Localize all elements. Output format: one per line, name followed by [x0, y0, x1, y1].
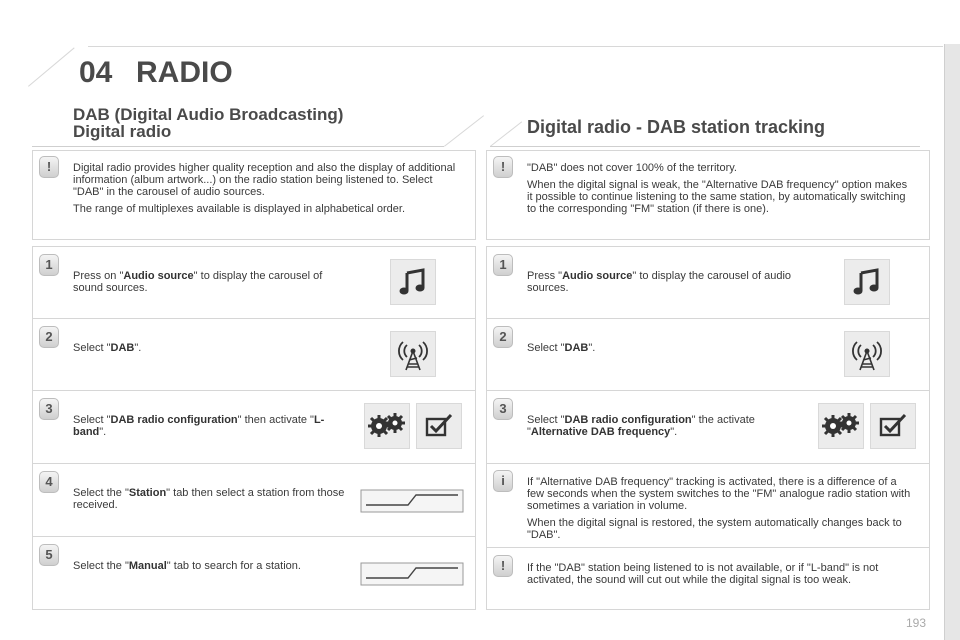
step-number-icon: 1	[493, 254, 513, 276]
settings-gears-icon	[364, 403, 410, 449]
step-text: Select "DAB radio configuration" the activate "Alternative DAB frequency".	[527, 414, 755, 438]
right-note-text	[527, 476, 912, 541]
right-note-text	[527, 562, 912, 586]
step-divider	[32, 390, 476, 391]
step-divider	[486, 390, 930, 391]
step-text: Select the "Station" tab then select a station from those received.	[73, 487, 345, 511]
checkbox-icon	[870, 403, 916, 449]
chapter-number: 04	[79, 56, 113, 89]
left-section-title: DAB (Digital Audio Broadcasting) Digital radio	[73, 105, 344, 141]
right-intro-text	[527, 162, 912, 215]
right-intro-paragraph: When the digital signal is weak, the "Alternative DAB frequency" option makes it possible to continue listening to the same station, by automatically switching to the corresponding "FM" station (if there is one).	[527, 179, 908, 215]
left-title-diagonal	[444, 115, 484, 147]
tab-icon	[360, 488, 464, 519]
header-diagonal-line	[88, 46, 943, 47]
step-text: Press on "Audio source" to display the carousel of sound sources.	[73, 270, 323, 294]
warning-icon: !	[493, 156, 513, 178]
tab-icon	[360, 561, 464, 592]
settings-gears-icon	[818, 403, 864, 449]
step-divider	[32, 318, 476, 319]
right-title-diagonal	[490, 121, 522, 146]
music-note-icon	[844, 259, 890, 305]
left-intro-text	[73, 162, 458, 215]
warning-icon: !	[493, 555, 513, 577]
left-intro-paragraph: The range of multiplexes available is displayed in alphabetical order.	[73, 203, 406, 215]
right-intro-paragraph: "DAB" does not cover 100% of the territory.	[527, 162, 737, 174]
step-number-icon: 2	[39, 326, 59, 348]
step-number-icon: 2	[493, 326, 513, 348]
chapter-title: RADIO	[136, 56, 233, 89]
right-note-paragraph: If the "DAB" station being listened to is not available, or if "L-band" is not activated, the sound will cut out while the digital signal is too weak.	[527, 562, 879, 586]
left-intro-paragraph: Digital radio provides higher quality reception and also the display of additional information (album artwork...) on the radio station being listened to. Select "DAB" in the carousel of audio sources.	[73, 162, 456, 198]
right-note-paragraph: When the digital signal is restored, the system automatically changes back to "DAB".	[527, 517, 902, 541]
step-number-icon: 5	[39, 544, 59, 566]
step-text: Select the "Manual" tab to search for a station.	[73, 560, 301, 572]
page-edge-bar	[944, 44, 960, 640]
step-divider	[32, 463, 476, 464]
antenna-icon	[390, 331, 436, 377]
header-diagonal-left	[28, 47, 75, 86]
step-text: Select "DAB radio configuration" then activate "L-band".	[73, 414, 325, 438]
right-title-underline	[490, 146, 920, 147]
step-text: Select "DAB".	[73, 342, 142, 354]
step-divider	[32, 536, 476, 537]
step-divider	[486, 547, 930, 548]
music-note-icon	[390, 259, 436, 305]
step-divider	[486, 318, 930, 319]
left-title-underline	[32, 146, 444, 147]
step-divider	[486, 463, 930, 464]
antenna-icon	[844, 331, 890, 377]
info-icon: i	[493, 470, 513, 492]
step-text: Select "DAB".	[527, 342, 596, 354]
warning-icon: !	[39, 156, 59, 178]
step-text: Press "Audio source" to display the carousel of audio sources.	[527, 270, 792, 294]
step-number-icon: 1	[39, 254, 59, 276]
right-note-paragraph: If "Alternative DAB frequency" tracking is activated, there is a difference of a few seconds when the system switches to the "FM" analogue radio station with sometimes a variation in volume.	[527, 476, 911, 512]
right-section-title: Digital radio - DAB station tracking	[527, 117, 826, 137]
checkbox-icon	[416, 403, 462, 449]
page-number: 193	[906, 616, 927, 630]
step-number-icon: 3	[493, 398, 513, 420]
step-number-icon: 4	[39, 471, 59, 493]
step-number-icon: 3	[39, 398, 59, 420]
